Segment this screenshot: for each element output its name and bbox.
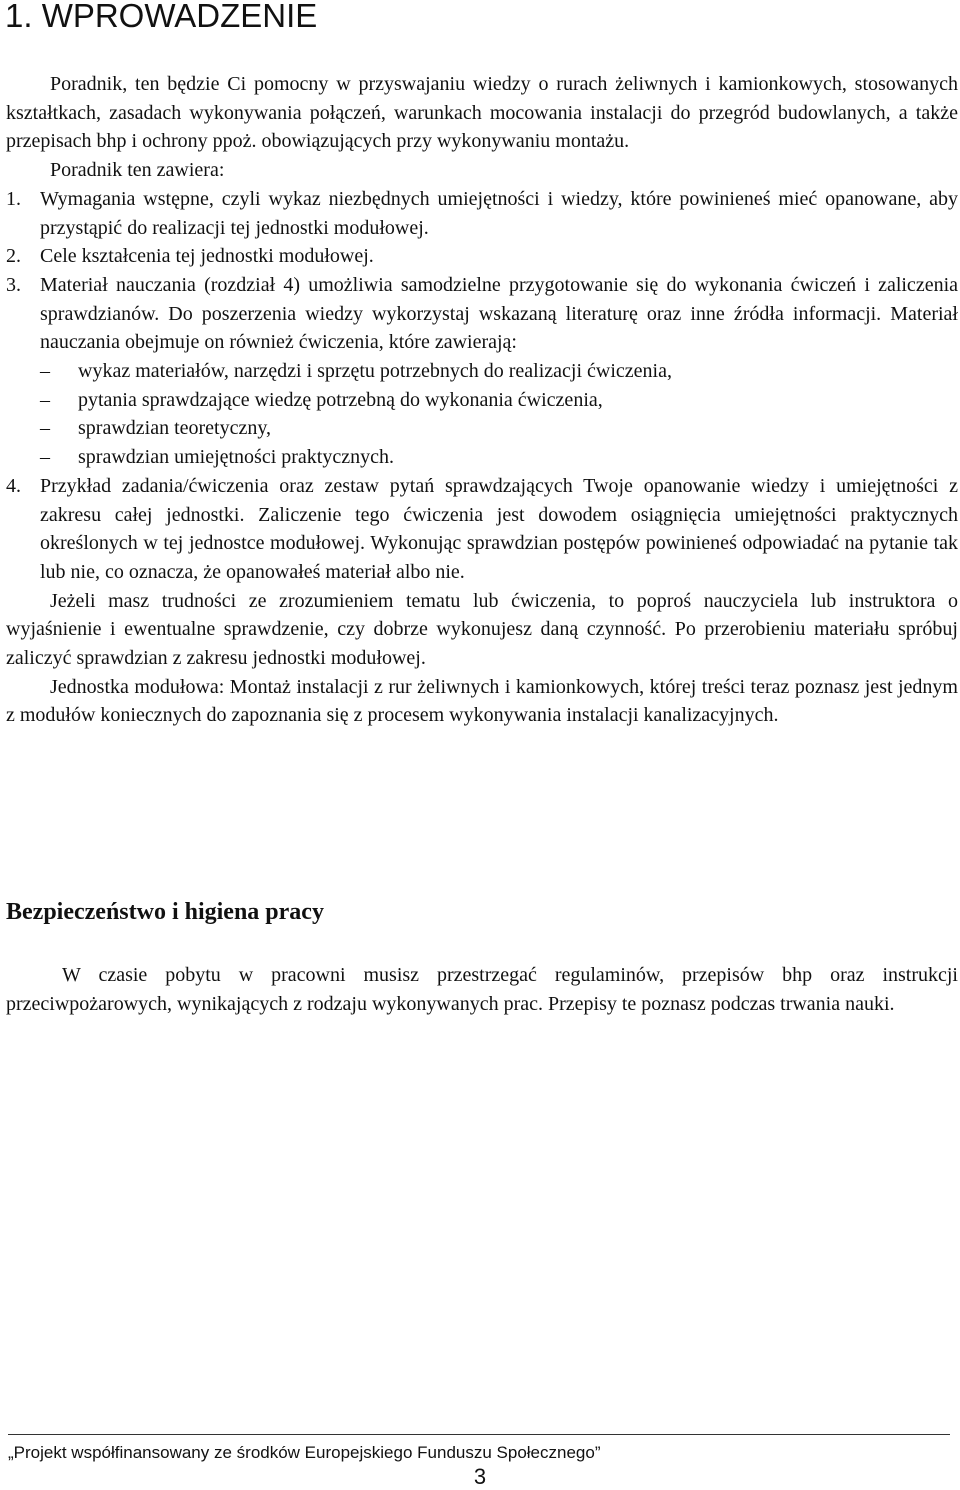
list-item [6,242,958,271]
list-text: Materiał nauczania (rozdział 4) umożliwia samodzielne przygotowanie się do wykonania ćwiczeń i zaliczenia sprawdzianów. Do poszerzenia wiedzy wykorzystaj wskazaną literaturę oraz inne źródła informacji. Materiał nauczania obejmuje on również ćwiczenia, które zawierają: [40,273,958,354]
list-text: wykaz materiałów, narzędzi i sprzętu potrzebnych do realizacji ćwiczenia, [78,360,672,383]
list-item [40,443,958,472]
page-title: 1. WPROWADZENIE [5,0,318,34]
unit-paragraph: Jednostka modułowa: Montaż instalacji z rur żeliwnych i kamionkowych, której treści teraz poznasz jest jednym z modułów koniecznych do zapoznania się z procesem wykonywania instalacji kanalizacyjnych. [6,675,958,727]
list-item [6,472,958,587]
intro-paragraph: Poradnik, ten będzie Ci pomocny w przyswajaniu wiedzy o rurach żeliwnych i kamionkowych, stosowanych kształtkach, zasadach wykonywania połączeń, warunkach mocowania instalacji do przegród budowlanych, a także przepisach bhp i ochrony ppoż. obowiązujących przy wykonywaniu montażu. [6,73,958,153]
list-text: pytania sprawdzające wiedzę potrzebną do wykonania ćwiczenia, [78,388,603,411]
list-number: 3. [6,273,21,296]
list-item [40,357,958,386]
list-number: 1. [6,187,21,210]
exercise-contents-list [40,357,958,472]
section-heading: Bezpieczeństwo i higiena pracy [6,899,324,925]
list-text: Wymagania wstępne, czyli wykaz niezbędnych umiejętności i wiedzy, które powinieneś mieć opanowane, aby przystąpić do realizacji tej jednostki modułowej. [40,187,958,239]
dash-marker: – [40,360,50,383]
section-content [6,961,958,1018]
dash-marker: – [40,417,50,440]
list-item [40,386,958,415]
list-text: sprawdzian umiejętności praktycznych. [78,446,394,469]
intro-contents-label: Poradnik ten zawiera: [50,159,225,182]
help-paragraph: Jeżeli masz trudności ze zrozumieniem tematu lub ćwiczenia, to poproś nauczyciela lub instruktora o wyjaśnienie i ewentualne sprawdzenie, czy dobrze wykonujesz daną czynność. Po przerobieniu materiału spróbuj zaliczyć sprawdzian z zakresu jednostki modułowej. [6,589,958,670]
dash-marker: – [40,446,50,469]
list-item [6,185,958,242]
list-text: Cele kształcenia tej jednostki modułowej. [40,245,374,268]
main-content [6,70,958,730]
dash-marker: – [40,388,50,411]
safety-paragraph: W czasie pobytu w pracowni musisz przestrzegać regulaminów, przepisów bhp oraz instrukcji przeciwpożarowych, wynikających z rodzaju wykonywanych prac. Przepisy te poznasz podczas trwania nauki. [6,964,958,1015]
page-number: 3 [473,1464,487,1489]
footer-divider [8,1434,950,1435]
list-item [6,271,958,357]
list-item [40,414,958,443]
list-text: Przykład zadania/ćwiczenia oraz zestaw pytań sprawdzających Twoje opanowanie wiedzy i umiejętności z zakresu całej jednostki. Zaliczenie tego ćwiczenia jest dowodem osiągnięcia umiejętności praktycznych określonych w tej jednostce modułowej. Wykonując sprawdzian postępów powinieneś odpowiadać na pytanie tak lub nie, co oznacza, że opanowałeś materiał albo nie. [40,474,958,583]
list-text: sprawdzian teoretyczny, [78,417,272,440]
list-number: 4. [6,474,21,497]
list-number: 2. [6,245,21,268]
footer-note: „Projekt współfinansowany ze środków Europejskiego Funduszu Społecznego” [8,1443,601,1462]
